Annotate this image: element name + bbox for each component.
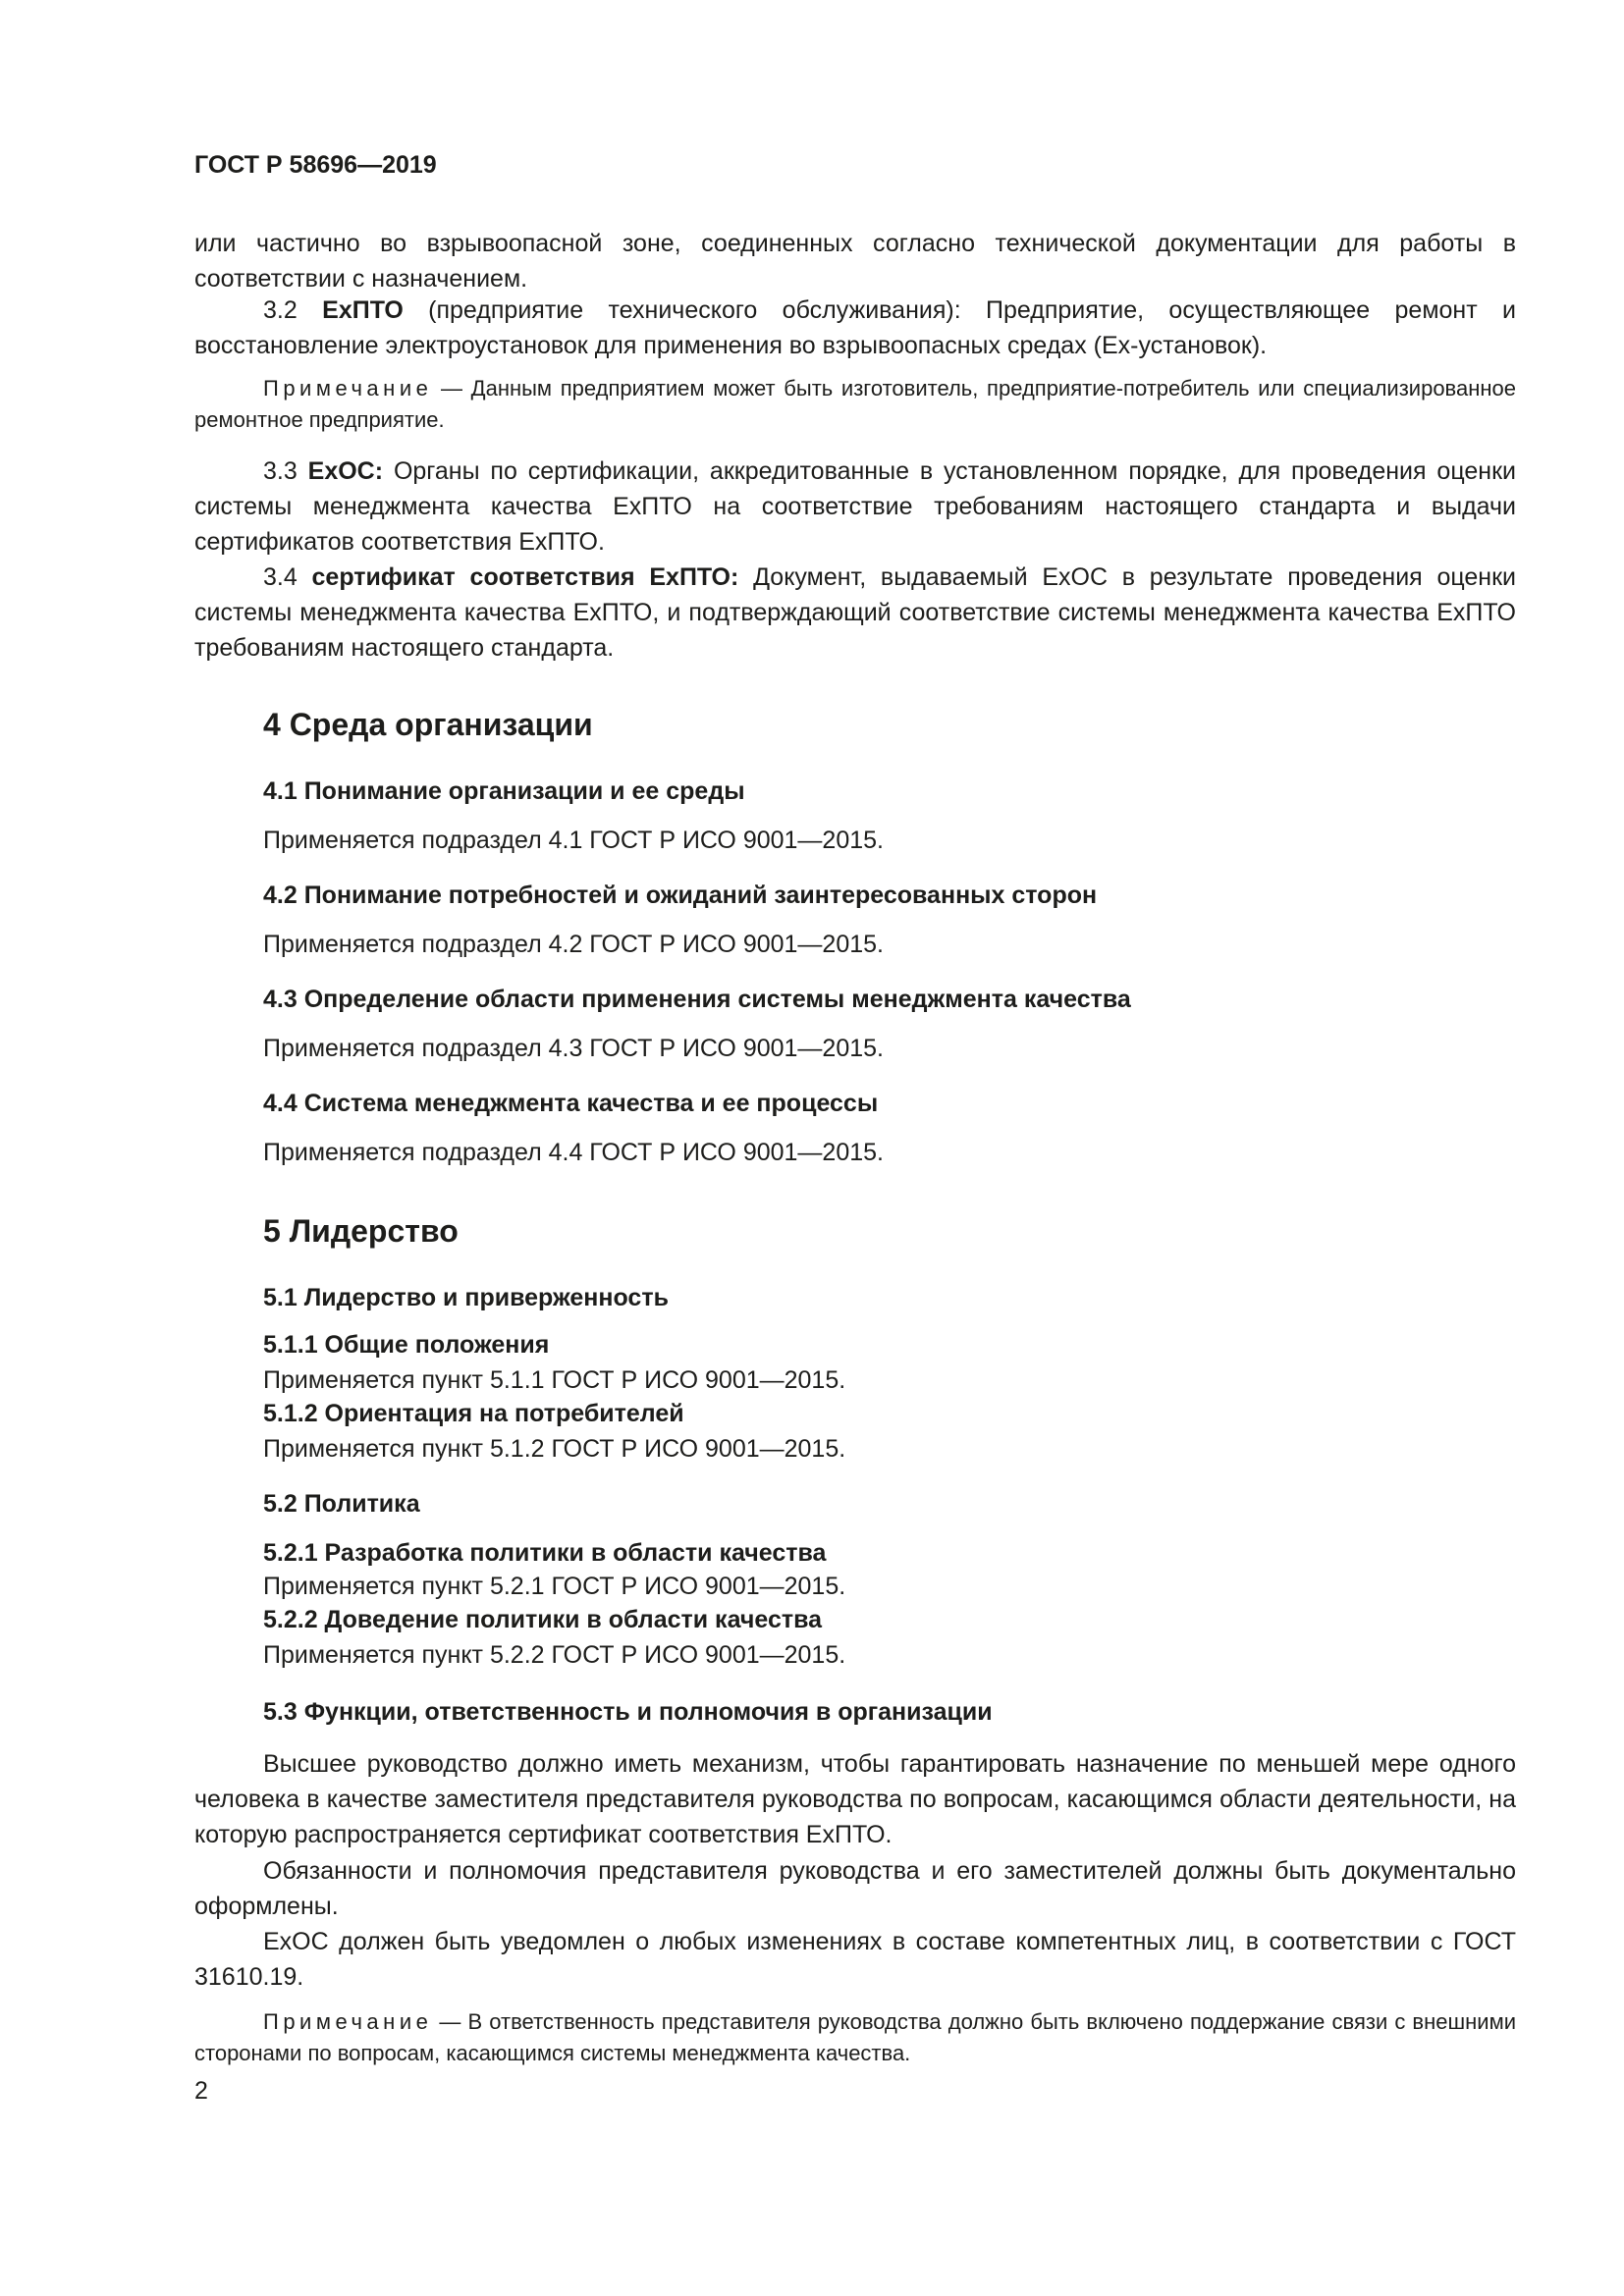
subsection-4-1-text: Применяется подраздел 4.1 ГОСТ Р ИСО 9001—2015. bbox=[263, 827, 884, 854]
paragraph-5-3-1: Высшее руководство должно иметь механизм, чтобы гарантировать назначение по меньшей мере одного человека в качестве заместителя представителя руководства по вопросам, касающимся области деятельности, на которую распространяется сертификат соответствия ExПТО. bbox=[194, 1750, 1516, 1848]
subsection-5-1-title: 5.1 Лидерство и приверженность bbox=[263, 1284, 669, 1311]
note-5-3 bbox=[194, 2006, 1516, 2069]
subsection-5-2-title: 5.2 Политика bbox=[263, 1490, 420, 1518]
term: ExПТО bbox=[322, 296, 404, 324]
note-label: Примечание bbox=[263, 376, 433, 400]
clause-3-4 bbox=[194, 560, 1516, 666]
paragraph-5-3-2: Обязанности и полномочия представителя руководства и его заместителей должны быть документально оформлены. bbox=[194, 1857, 1516, 1920]
clause-5-1-2-text: Применяется пункт 5.1.2 ГОСТ Р ИСО 9001—2015. bbox=[263, 1435, 846, 1463]
definition: Органы по сертификации, аккредитованные в установленном порядке, для проведения оценки системы менеджмента качества ExПТО на соответствие требованиям настоящего стандарта и выдачи сертификатов соответствия ExПТО. bbox=[194, 457, 1516, 556]
note-text: — В ответственность представителя руководства должно быть включено поддержание связи с внешними сторонами по вопросам, касающимся системы менеджмента качества. bbox=[194, 2009, 1516, 2065]
document-page bbox=[194, 0, 1516, 2296]
clause-5-2-1-title: 5.2.1 Разработка политики в области качества bbox=[263, 1539, 827, 1567]
subsection-4-4-title: 4.4 Система менеджмента качества и ее процессы bbox=[263, 1090, 879, 1117]
note-label: Примечание bbox=[263, 2009, 433, 2034]
term: сертификат соответствия ExПТО: bbox=[311, 563, 739, 591]
subsection-4-4-text: Применяется подраздел 4.4 ГОСТ Р ИСО 9001—2015. bbox=[263, 1139, 884, 1166]
clause-number: 3.3 bbox=[263, 457, 298, 485]
document-code-header: ГОСТ Р 58696—2019 bbox=[194, 151, 437, 179]
section-4-title: 4 Среда организации bbox=[263, 707, 593, 742]
clause-5-2-2-title: 5.2.2 Доведение политики в области качества bbox=[263, 1606, 823, 1633]
clause-3-3 bbox=[194, 454, 1516, 560]
definition: (предприятие технического обслуживания): Предприятие, осуществляющее ремонт и восстановление электроустановок для применения во взрывоопасных средах (Ех-установок). bbox=[194, 296, 1516, 359]
clause-5-1-1-text: Применяется пункт 5.1.1 ГОСТ Р ИСО 9001—2015. bbox=[263, 1366, 846, 1394]
subsection-4-3-title: 4.3 Определение области применения системы менеджмента качества bbox=[263, 986, 1131, 1013]
note-3-2 bbox=[194, 373, 1516, 436]
clause-number: 3.2 bbox=[263, 296, 298, 324]
clause-5-2-1-text: Применяется пункт 5.2.1 ГОСТ Р ИСО 9001—2015. bbox=[263, 1573, 846, 1600]
definition: Документ, выдаваемый ExОС в результате проведения оценки системы менеджмента качества ExПТО, и подтверждающий соответствие системы менеджмента качества ExПТО требованиям настоящего стандарта. bbox=[194, 563, 1517, 662]
subsection-4-1-title: 4.1 Понимание организации и ее среды bbox=[263, 777, 745, 805]
page-number: 2 bbox=[194, 2077, 208, 2105]
term: ExОС: bbox=[307, 457, 384, 485]
clause-number: 3.4 bbox=[263, 563, 298, 591]
clause-3-2 bbox=[194, 293, 1516, 363]
clause-5-1-2-title: 5.1.2 Ориентация на потребителей bbox=[263, 1400, 684, 1427]
subsection-4-2-text: Применяется подраздел 4.2 ГОСТ Р ИСО 9001—2015. bbox=[263, 931, 884, 958]
subsection-5-3-title: 5.3 Функции, ответственность и полномочия в организации bbox=[263, 1698, 993, 1726]
subsection-4-3-text: Применяется подраздел 4.3 ГОСТ Р ИСО 9001—2015. bbox=[263, 1035, 884, 1062]
paragraph-5-3-3: ExОС должен быть уведомлен о любых изменениях в составе компетентных лиц, в соответствии с ГОСТ 31610.19. bbox=[194, 1928, 1516, 1991]
continuation-paragraph: или частично во взрывоопасной зоне, соединенных согласно технической документации для работы в соответствии с назначением. bbox=[194, 230, 1516, 293]
clause-5-1-1-title: 5.1.1 Общие положения bbox=[263, 1331, 550, 1359]
note-text: — Данным предприятием может быть изготовитель, предприятие-потребитель или специализированное ремонтное предприятие. bbox=[194, 376, 1516, 432]
subsection-4-2-title: 4.2 Понимание потребностей и ожиданий заинтересованных сторон bbox=[263, 881, 1098, 909]
clause-5-2-2-text: Применяется пункт 5.2.2 ГОСТ Р ИСО 9001—2015. bbox=[263, 1641, 846, 1669]
section-5-title: 5 Лидерство bbox=[263, 1213, 459, 1249]
